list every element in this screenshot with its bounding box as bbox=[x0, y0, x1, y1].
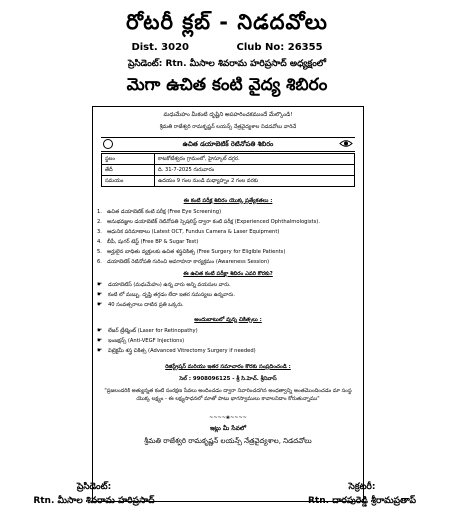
list-item: 4. బీపీ, షుగర్ టెస్ట్ (Free BP & Sugar Test) bbox=[97, 239, 199, 245]
info-label: తేదీ bbox=[102, 165, 155, 176]
club-meta bbox=[0, 42, 454, 53]
info-value: ది. 31-7-2025 గురువారం bbox=[155, 165, 355, 176]
hand-pointer-icon: ☛ bbox=[97, 291, 103, 298]
secretary-role: సెక్రటరీ: bbox=[348, 482, 376, 492]
camp-banner bbox=[101, 137, 355, 152]
list-item: 1. ఉచిత డయాబెటిక్ కంటి పరీక్ష (Free Eye Screening) bbox=[97, 209, 222, 215]
appeal-text: "ప్రజలందరికి అత్యున్నత కంటి సంరక్షణ సేవలు అందించడం ద్వారా నివారించదగిన అంధత్వాన్ని అంతమొందించడం మా సంస్థ యొక్క లక్ష్యం - ఈ లక్ష్యసాధనలో మాతో పాటు భాగస్వాములు కావాలనిదాం కోరుతున్నాము" bbox=[104, 388, 352, 402]
treatments-heading: అందుబాటులో వున్న చికిత్సలు : bbox=[194, 317, 262, 323]
hand-pointer-icon: ☛ bbox=[97, 301, 103, 308]
list-item: 2. అనుభవజ్ఞుల డయాబెటిక్ రెటినోపతి స్పెషలిస్ట్ ద్వారా కంటి పరీక్ష (Experienced Ophthalmologists). bbox=[97, 219, 320, 225]
sign-off-label: ఇట్లు మీ సేవలో bbox=[209, 425, 247, 432]
flyer-frame bbox=[92, 106, 364, 502]
eligibility-heading: ఈ ఉచిత కంటి పరీక్షా శిబిరం ఎవరి కొరకు? bbox=[183, 271, 273, 277]
features-list bbox=[97, 207, 359, 267]
list-item: ☛ విట్రెక్టమీ శస్త్ర చికిత్స (Advanced Vitrectomy Surgery if needed) bbox=[97, 347, 256, 354]
eligibility-list bbox=[97, 280, 359, 310]
table-row bbox=[102, 176, 355, 187]
list-item: ☛ కంటి లో మబ్బు, దృష్టి తగ్గడం లేదా ఇతర సమస్యలు ఉన్నవారు. bbox=[97, 291, 235, 298]
hand-pointer-icon: ☛ bbox=[97, 347, 103, 354]
president-name: Rtn. మీసాల శివరామ హరిప్రసాద్ bbox=[33, 496, 155, 506]
list-item: 3. ఆధునిక పరిమాణాలు (Latest OCT, Fundus Camera & Laser Equipment) bbox=[97, 229, 280, 235]
hand-pointer-icon: ☛ bbox=[97, 281, 103, 288]
table-row bbox=[102, 165, 355, 176]
info-value: కాటకోటేశ్వరం గ్రామంలో, హైస్కూల్ దగ్గర. bbox=[155, 154, 355, 165]
hospital-name: శ్రీమతి రాజేశ్వరి రామకృష్ణన్ లయన్స్ నేత్రవైద్యశాల, నిడదవోలు bbox=[144, 437, 312, 445]
secretary-signature bbox=[280, 480, 444, 508]
info-label: స్థలం bbox=[102, 154, 155, 165]
district-number: Dist. 3020 bbox=[131, 42, 190, 53]
list-item: ☛ డయాబెటిస్ (మధుమేహం) ఉన్న వారు అన్ని వయసుల వారు. bbox=[97, 281, 231, 288]
list-item: 6. డయాబెటిక్ రెటినోపతి గురించి అవగాహనా కార్యక్రమం (Awareness Session) bbox=[97, 259, 270, 265]
president-line: ప్రెసిడెంట్: Rtn. మీసాల శివరామ హరిప్రసాద్ అధ్యక్షంలో bbox=[127, 59, 327, 69]
president-signature bbox=[14, 480, 174, 508]
banner-text: ఉచిత డయాబెటిక్ రెటినోపతి శిబిరం bbox=[182, 140, 274, 148]
table-row bbox=[102, 154, 355, 165]
hand-pointer-icon: ☛ bbox=[97, 327, 103, 334]
club-number: Club No: 26355 bbox=[236, 42, 323, 53]
info-value: ఉదయం 9 గంల నుండి మధ్యాహ్నం 2 గంల వరకు bbox=[155, 176, 355, 187]
contact-heading: రిజిస్ట్రేషన్ మరియు ఇతర సమాచారం కొరకు సంప్రదించండి : bbox=[165, 364, 291, 370]
intro-headline: మధుమేహం మీకంటి దృష్టిని అపహరించకముందే మేల్కొండి! bbox=[163, 112, 293, 118]
treatments-list bbox=[97, 326, 359, 356]
club-title: రోటరీ క్లబ్ - నిడదవోలు bbox=[126, 10, 328, 34]
info-label: సమయం bbox=[102, 176, 155, 187]
president-role: ప్రెసిడెంట్: bbox=[76, 482, 112, 492]
eye-icon bbox=[339, 139, 353, 148]
camp-info-table bbox=[101, 153, 355, 187]
list-item: ☛ ఇంజక్షన్స్ (Anti-VEGF Injections) bbox=[97, 337, 185, 344]
camp-title: మెగా ఉచిత కంటి వైద్య శిబిరం bbox=[126, 75, 328, 95]
features-heading: ఈ కంటి పరీక్ష శిబిరం యొక్క ప్రత్యేకతలు : bbox=[183, 198, 273, 204]
contact-phone: సెల్ : 9908096125 - శ్రీ సి.హెచ్. శ్రీనివాస్ bbox=[179, 376, 277, 382]
ornament-divider: ~~~~❀~~~~ bbox=[209, 415, 247, 421]
hand-pointer-icon: ☛ bbox=[97, 337, 103, 344]
list-item: ☛ లేజర్ ట్రీట్మెంట్ (Laser for Retinopathy) bbox=[97, 327, 198, 334]
list-item: 5. అర్హులైన బాధితు వ్యక్తులకు ఉచిత శస్త్రచికిత్స (Free Surgery for Eligible Patients) bbox=[97, 249, 286, 255]
intro-organizer: శ్రీమతి రాజేశ్వరి రామకృష్ణన్ లయన్స్ నేత్రవైద్యశాల నిడదవోలు వారిచే bbox=[159, 124, 297, 130]
list-item: ☛ 40 సంవత్సరాలు దాటిన ప్రతి ఒక్కరు. bbox=[97, 301, 184, 308]
secretary-name: Rtn. దారపురెడ్డి శ్రీరామప్రతాప్ bbox=[308, 496, 416, 506]
